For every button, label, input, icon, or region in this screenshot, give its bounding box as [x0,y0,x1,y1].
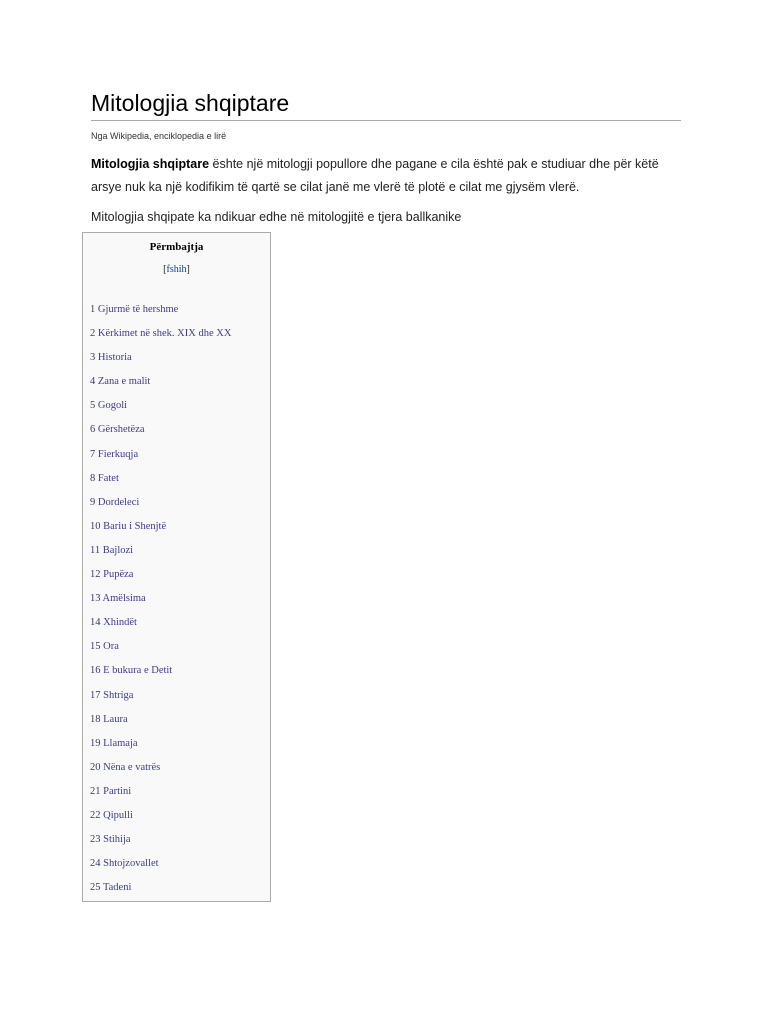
toc-item[interactable] [90,613,231,637]
toc-item-label: Gjurmë të hershme [97,304,179,315]
toc-item-number: 20 [90,761,101,773]
second-paragraph: Mitologjia shqipate ka ndikuar edhe në mitologjitë e tjera ballkanike [91,210,462,224]
toc-item-number: 2 [90,328,96,340]
toc-item[interactable] [90,734,231,758]
toc-item[interactable] [90,517,231,541]
toc-list [90,300,231,902]
page-title: Mitologjia shqiptare [91,88,681,121]
toc-item-number: 25 [90,882,101,894]
toc-item-number: 10 [90,520,101,532]
toc-item-label: Pupëza [103,569,134,581]
toc-item-label: Stihija [103,834,131,846]
toc-item[interactable] [90,854,231,878]
toc-item-number: 15 [90,641,101,653]
toc-item-number: 7 [90,448,96,460]
toc-item-number: 21 [90,785,101,797]
toc-item-label: E bukura e Detit [103,665,173,677]
toc-item[interactable] [90,372,231,396]
toc-item-number: 14 [90,617,101,629]
toc-item[interactable] [90,469,231,493]
toc-item-label: Tadeni [102,882,132,894]
toc-item-label: Ora [103,641,119,653]
toc-item[interactable] [90,806,231,830]
toc-item-number: 22 [90,809,101,821]
toc-item-number: 17 [90,689,101,701]
intro-paragraph [91,153,691,199]
toc-item[interactable] [90,445,231,469]
toc-item[interactable] [90,324,231,348]
intro-text: ështe një mitologji popullore dhe pagane e cila është pak e studiuar dhe për këtë arsye nuk ka një kodifikim të qartë se cilat janë me vlerë të plotë e cilat me gjysëm vlerë. [91,157,659,194]
toc-toggle-open-bracket: [ [163,264,167,275]
table-of-contents [82,232,271,902]
toc-item[interactable] [90,300,231,324]
toc-item[interactable] [90,661,231,685]
toc-item-label: Dordeleci [97,496,140,508]
toc-item[interactable] [90,541,231,565]
toc-item-label: Fierkuqja [97,448,139,460]
toc-item[interactable] [90,878,231,902]
toc-item[interactable] [90,782,231,806]
toc-item[interactable] [90,396,231,420]
toc-item-number: 13 [90,593,101,605]
toc-item[interactable] [90,589,231,613]
toc-item[interactable] [90,637,231,661]
toc-item-label: Xhindët [103,617,137,629]
toc-hide-link[interactable]: fshih [166,264,187,275]
toc-item[interactable] [90,830,231,854]
toc-item-number: 11 [90,544,101,556]
toc-item-label: Partini [103,785,132,797]
toc-item-label: Historia [97,352,132,364]
toc-item-label: Qipulli [103,809,133,821]
toc-item-number: 4 [90,376,96,388]
toc-item-label: Llamaja [103,737,138,749]
toc-title: Përmbajtja [149,241,204,253]
toc-item-label: Zana e malit [97,376,151,388]
toc-item[interactable] [90,710,231,734]
toc-item-number: 8 [90,472,96,484]
toc-item-label: Shtriga [103,689,134,701]
toc-item-label: Gogoli [97,400,128,412]
page-subtitle: Nga Wikipedia, enciklopedia e lirë [91,131,227,141]
toc-item[interactable] [90,686,231,710]
toc-item-number: 3 [90,352,96,364]
toc-item-number: 5 [90,400,96,412]
toc-item[interactable] [90,493,231,517]
toc-toggle-close-bracket: ] [186,264,190,275]
toc-item-label: Kërkimet në shek. XIX dhe XX [97,328,232,340]
toc-item[interactable] [90,565,231,589]
toc-item[interactable] [90,348,231,372]
toc-item-number: 12 [90,569,101,581]
toc-item-number: 16 [90,665,101,677]
toc-item-number: 24 [90,858,101,870]
toc-item[interactable] [90,420,231,444]
toc-item-label: Fatet [97,472,119,484]
toc-item-number: 19 [90,737,101,749]
toc-item[interactable] [90,758,231,782]
toc-item-number: 1 [90,304,96,315]
toc-item-label: Gërshetëza [97,424,145,436]
toc-item-label: Amëlsima [102,593,146,605]
toc-item-number: 23 [90,834,101,846]
toc-item-number: 9 [90,496,96,508]
toc-item-label: Shtojzovallet [103,858,159,870]
intro-bold-term: Mitologjia shqiptare [91,157,210,171]
toc-item-label: Bajlozi [102,544,134,556]
toc-toggle [83,263,270,276]
toc-item-label: Nëna e vatrës [103,761,161,773]
toc-item-number: 6 [90,424,96,436]
toc-item-label: Laura [103,713,128,725]
toc-item-number: 18 [90,713,101,725]
toc-item-label: Bariu i Shenjtë [103,520,167,532]
